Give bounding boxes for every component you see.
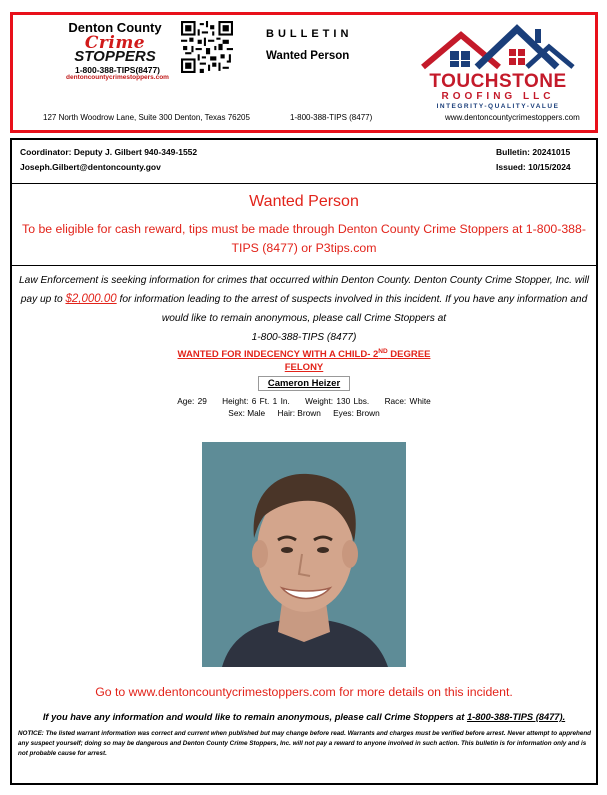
logo-stoppers-text: STOPPERS bbox=[74, 48, 156, 65]
subject-sex: Sex: Male bbox=[228, 408, 266, 418]
subject-hair: Hair: Brown bbox=[277, 408, 321, 418]
subject-height: Height: 6 Ft. 1 In. bbox=[222, 396, 290, 406]
charge-line2: FELONY bbox=[284, 362, 324, 374]
subject-attributes-row1 bbox=[12, 396, 596, 406]
bulletin-subtitle: Wanted Person bbox=[266, 50, 350, 62]
charge-ordinal: ND bbox=[378, 348, 388, 355]
sponsor-name: TOUCHSTONE bbox=[429, 71, 567, 92]
subject-attributes-row2 bbox=[12, 408, 596, 418]
charge-heading bbox=[142, 345, 466, 374]
coordinator-email-link[interactable]: Joseph.Gilbert@dentoncounty.gov bbox=[20, 162, 161, 172]
header-phone: 1-800-388-TIPS (8477) bbox=[290, 113, 373, 122]
page-title: Wanted Person bbox=[249, 193, 359, 210]
bulletin-meta bbox=[12, 140, 596, 184]
logo-crime-text: Crime bbox=[84, 33, 146, 53]
bulletin-body bbox=[10, 138, 598, 785]
logo-phone-text: 1-800-388-TIPS(8477) bbox=[74, 65, 161, 75]
house-roof-icon bbox=[417, 21, 579, 73]
subject-race: Race: White bbox=[384, 396, 431, 406]
call-phone: 1-800-388-TIPS (8477). bbox=[466, 712, 566, 722]
intro-paragraph bbox=[16, 271, 592, 347]
logo-site-text: dentoncountycrimestoppers.com bbox=[66, 74, 169, 81]
call-text: If you have any information and would like to remain anonymous, please call Crime Stoppers at bbox=[42, 712, 467, 722]
coordinator-text: Coordinator: Deputy J. Gilbert 940-349-1552 bbox=[20, 147, 198, 157]
subject-eyes: Eyes: Brown bbox=[333, 408, 380, 418]
crime-stoppers-logo bbox=[55, 20, 175, 90]
suspect-photo bbox=[202, 442, 406, 667]
issued-date: Issued: 10/15/2024 bbox=[496, 162, 571, 172]
intro-phone: 1-800-388-TIPS (8477) bbox=[251, 332, 357, 343]
touchstone-roofing-logo bbox=[403, 21, 593, 116]
intro-text-1: Law Enforcement is seeking information for crimes that occurred within Denton County. Denton County Crime Stopper, Inc. will pay up to bbox=[18, 275, 589, 305]
charge-line1-end: DEGREE bbox=[387, 349, 431, 361]
bulletin-header bbox=[10, 12, 598, 133]
subject-name: Cameron Heizer bbox=[258, 376, 350, 391]
header-address: 127 North Woodrow Lane, Suite 300 Denton, Texas 76205 bbox=[43, 113, 250, 122]
subject-weight: Weight: 130 Lbs. bbox=[305, 396, 370, 406]
subject-age: Age: 29 bbox=[177, 396, 207, 406]
sponsor-subtitle: ROOFING LLC bbox=[441, 91, 555, 102]
bulletin-number: Bulletin: 20241015 bbox=[496, 147, 571, 157]
reward-eligibility-text: To be eligible for cash reward, tips must be made through Denton County Crime Stoppers at 1-800-388-TIPS (8477) or P3tips.com bbox=[22, 222, 586, 255]
anonymous-call-text bbox=[12, 712, 596, 722]
legal-notice: NOTICE: The listed warrant information was correct and current when published but may change before read. Warrants and charges must be verified before arrest. Never attempt to apprehend any suspect yourself; doing so may be dangerous and Denton County Crime Stoppers, Inc. will not pay a reward to anyone involved in such action. This bulletin is for information only and is not probable cause for arrest. bbox=[18, 730, 592, 757]
charge-line1: WANTED FOR INDECENCY WITH A CHILD- 2 bbox=[177, 349, 379, 361]
sponsor-tagline: INTEGRITY-QUALITY-VALUE bbox=[436, 103, 560, 110]
reward-amount: $2,000.00 bbox=[65, 293, 117, 305]
details-link-text[interactable]: Go to www.dentoncountycrimestoppers.com for more details on this incident. bbox=[95, 685, 513, 699]
title-section bbox=[12, 184, 596, 266]
qr-code-icon bbox=[181, 21, 233, 73]
intro-text-2: for information leading to the arrest of suspects involved in this incident. If you have any information and would like to remain anonymous, please call Crime Stoppers at bbox=[116, 294, 588, 324]
logo-county-text: Denton County bbox=[68, 20, 162, 35]
header-website-link[interactable]: www.dentoncountycrimestoppers.com bbox=[445, 113, 580, 122]
bulletin-label: BULLETIN bbox=[266, 28, 353, 40]
